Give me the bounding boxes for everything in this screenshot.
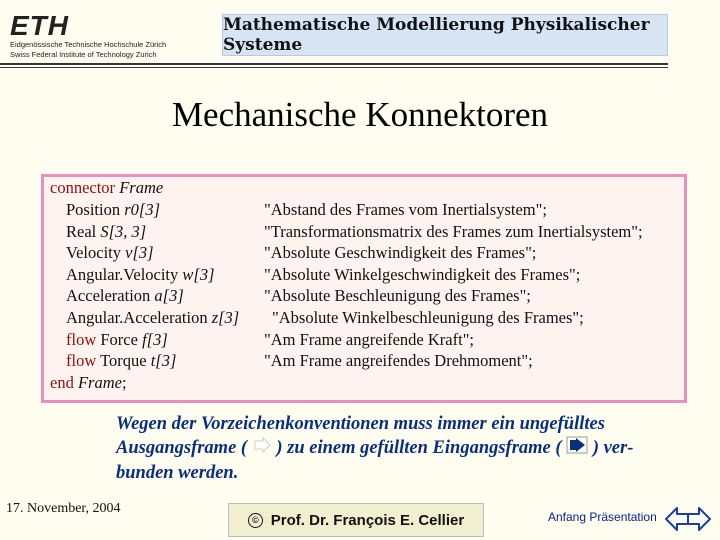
keyword-flow: flow (66, 330, 97, 349)
field-type: Position (66, 200, 121, 219)
field-type: Angular.Acceleration (66, 308, 208, 327)
code-comment-acceleration: "Absolute Beschleunigung des Frames"; (264, 286, 531, 305)
code-comment-real: "Transformationsmatrix des Frames zum Inertialsystem"; (264, 222, 643, 241)
eth-logo-line1: Eidgenössische Technische Hochschule Zürich (10, 40, 167, 49)
field-type: Angular.Velocity (66, 265, 179, 284)
code-comment-position: "Abstand des Frames vom Inertialsystem"; (264, 200, 547, 219)
code-line-acceleration (66, 286, 184, 306)
code-line-position (66, 200, 160, 220)
keyword-connector: connector (50, 178, 116, 197)
field-var: t[3] (150, 351, 177, 370)
frame-convention-note (116, 412, 676, 485)
code-line-angular-acceleration (66, 308, 239, 328)
code-comment-angular-velocity: "Absolute Winkelgeschwindigkeit des Frames"; (264, 265, 581, 284)
field-type: Velocity (66, 243, 121, 262)
code-comment-velocity: "Absolute Geschwindigkeit des Frames"; (264, 243, 537, 262)
author-name: Prof. Dr. François E. Cellier (270, 511, 465, 529)
course-title: Mathematische Modellierung Physikalischer Systeme (223, 15, 650, 55)
author-box (228, 503, 484, 537)
connector-end-name: Frame (77, 373, 122, 392)
course-title-banner (222, 14, 668, 56)
note-part3: ) ver-bunden werden. (116, 438, 634, 484)
field-var: z[3] (211, 308, 240, 327)
keyword-end: end (50, 373, 74, 392)
field-var: S[3, 3] (100, 222, 147, 241)
code-line-velocity (66, 243, 154, 263)
code-comment-force: "Am Frame angreifende Kraft"; (264, 330, 475, 349)
field-var: f[3] (142, 330, 168, 349)
code-line-angular-velocity (66, 265, 215, 285)
field-var: w[3] (182, 265, 215, 284)
keyword-flow: flow (66, 351, 97, 370)
code-line-force (66, 330, 168, 350)
field-type: Real (66, 222, 97, 241)
unfilled-frame-icon (252, 436, 272, 461)
eth-logo-line2: Swiss Federal Institute of Technology Zurich (10, 50, 157, 59)
back-forward-arrows-icon[interactable] (664, 505, 712, 533)
copyright-icon: © (248, 513, 263, 528)
code-comment-torque: "Am Frame angreifendes Drehmoment"; (264, 351, 533, 370)
field-type: Force (100, 330, 138, 349)
code-line-end (50, 373, 127, 393)
note-part2: ) zu einem gefüllten Eingangsframe ( (276, 438, 562, 458)
header-rule-bottom (0, 67, 668, 68)
page-title: Mechanische Konnektoren (171, 95, 549, 134)
field-var: a[3] (154, 286, 184, 305)
start-presentation-link[interactable]: Anfang Präsentation (548, 510, 657, 524)
code-comment-angular-acceleration: "Absolute Winkelbeschleunigung des Frames"; (272, 308, 584, 327)
code-line-real (66, 222, 146, 242)
eth-logo-mark: ETH (10, 10, 69, 41)
filled-frame-icon (566, 436, 588, 461)
header-rule-top (0, 63, 668, 65)
note-part1: Wegen der Vorzeichenkonventionen muss immer ein ungefülltes Ausgangsframe ( (116, 414, 605, 458)
eth-logo (10, 12, 210, 60)
connector-name: Frame (119, 178, 164, 197)
field-var: v[3] (125, 243, 154, 262)
code-line-torque (66, 351, 176, 371)
field-type: Torque (100, 351, 147, 370)
field-var: r0[3] (124, 200, 160, 219)
presentation-date: 17. November, 2004 (6, 501, 121, 516)
end-semicolon: ; (121, 373, 127, 392)
field-type: Acceleration (66, 286, 151, 305)
code-line-connector (50, 178, 163, 198)
